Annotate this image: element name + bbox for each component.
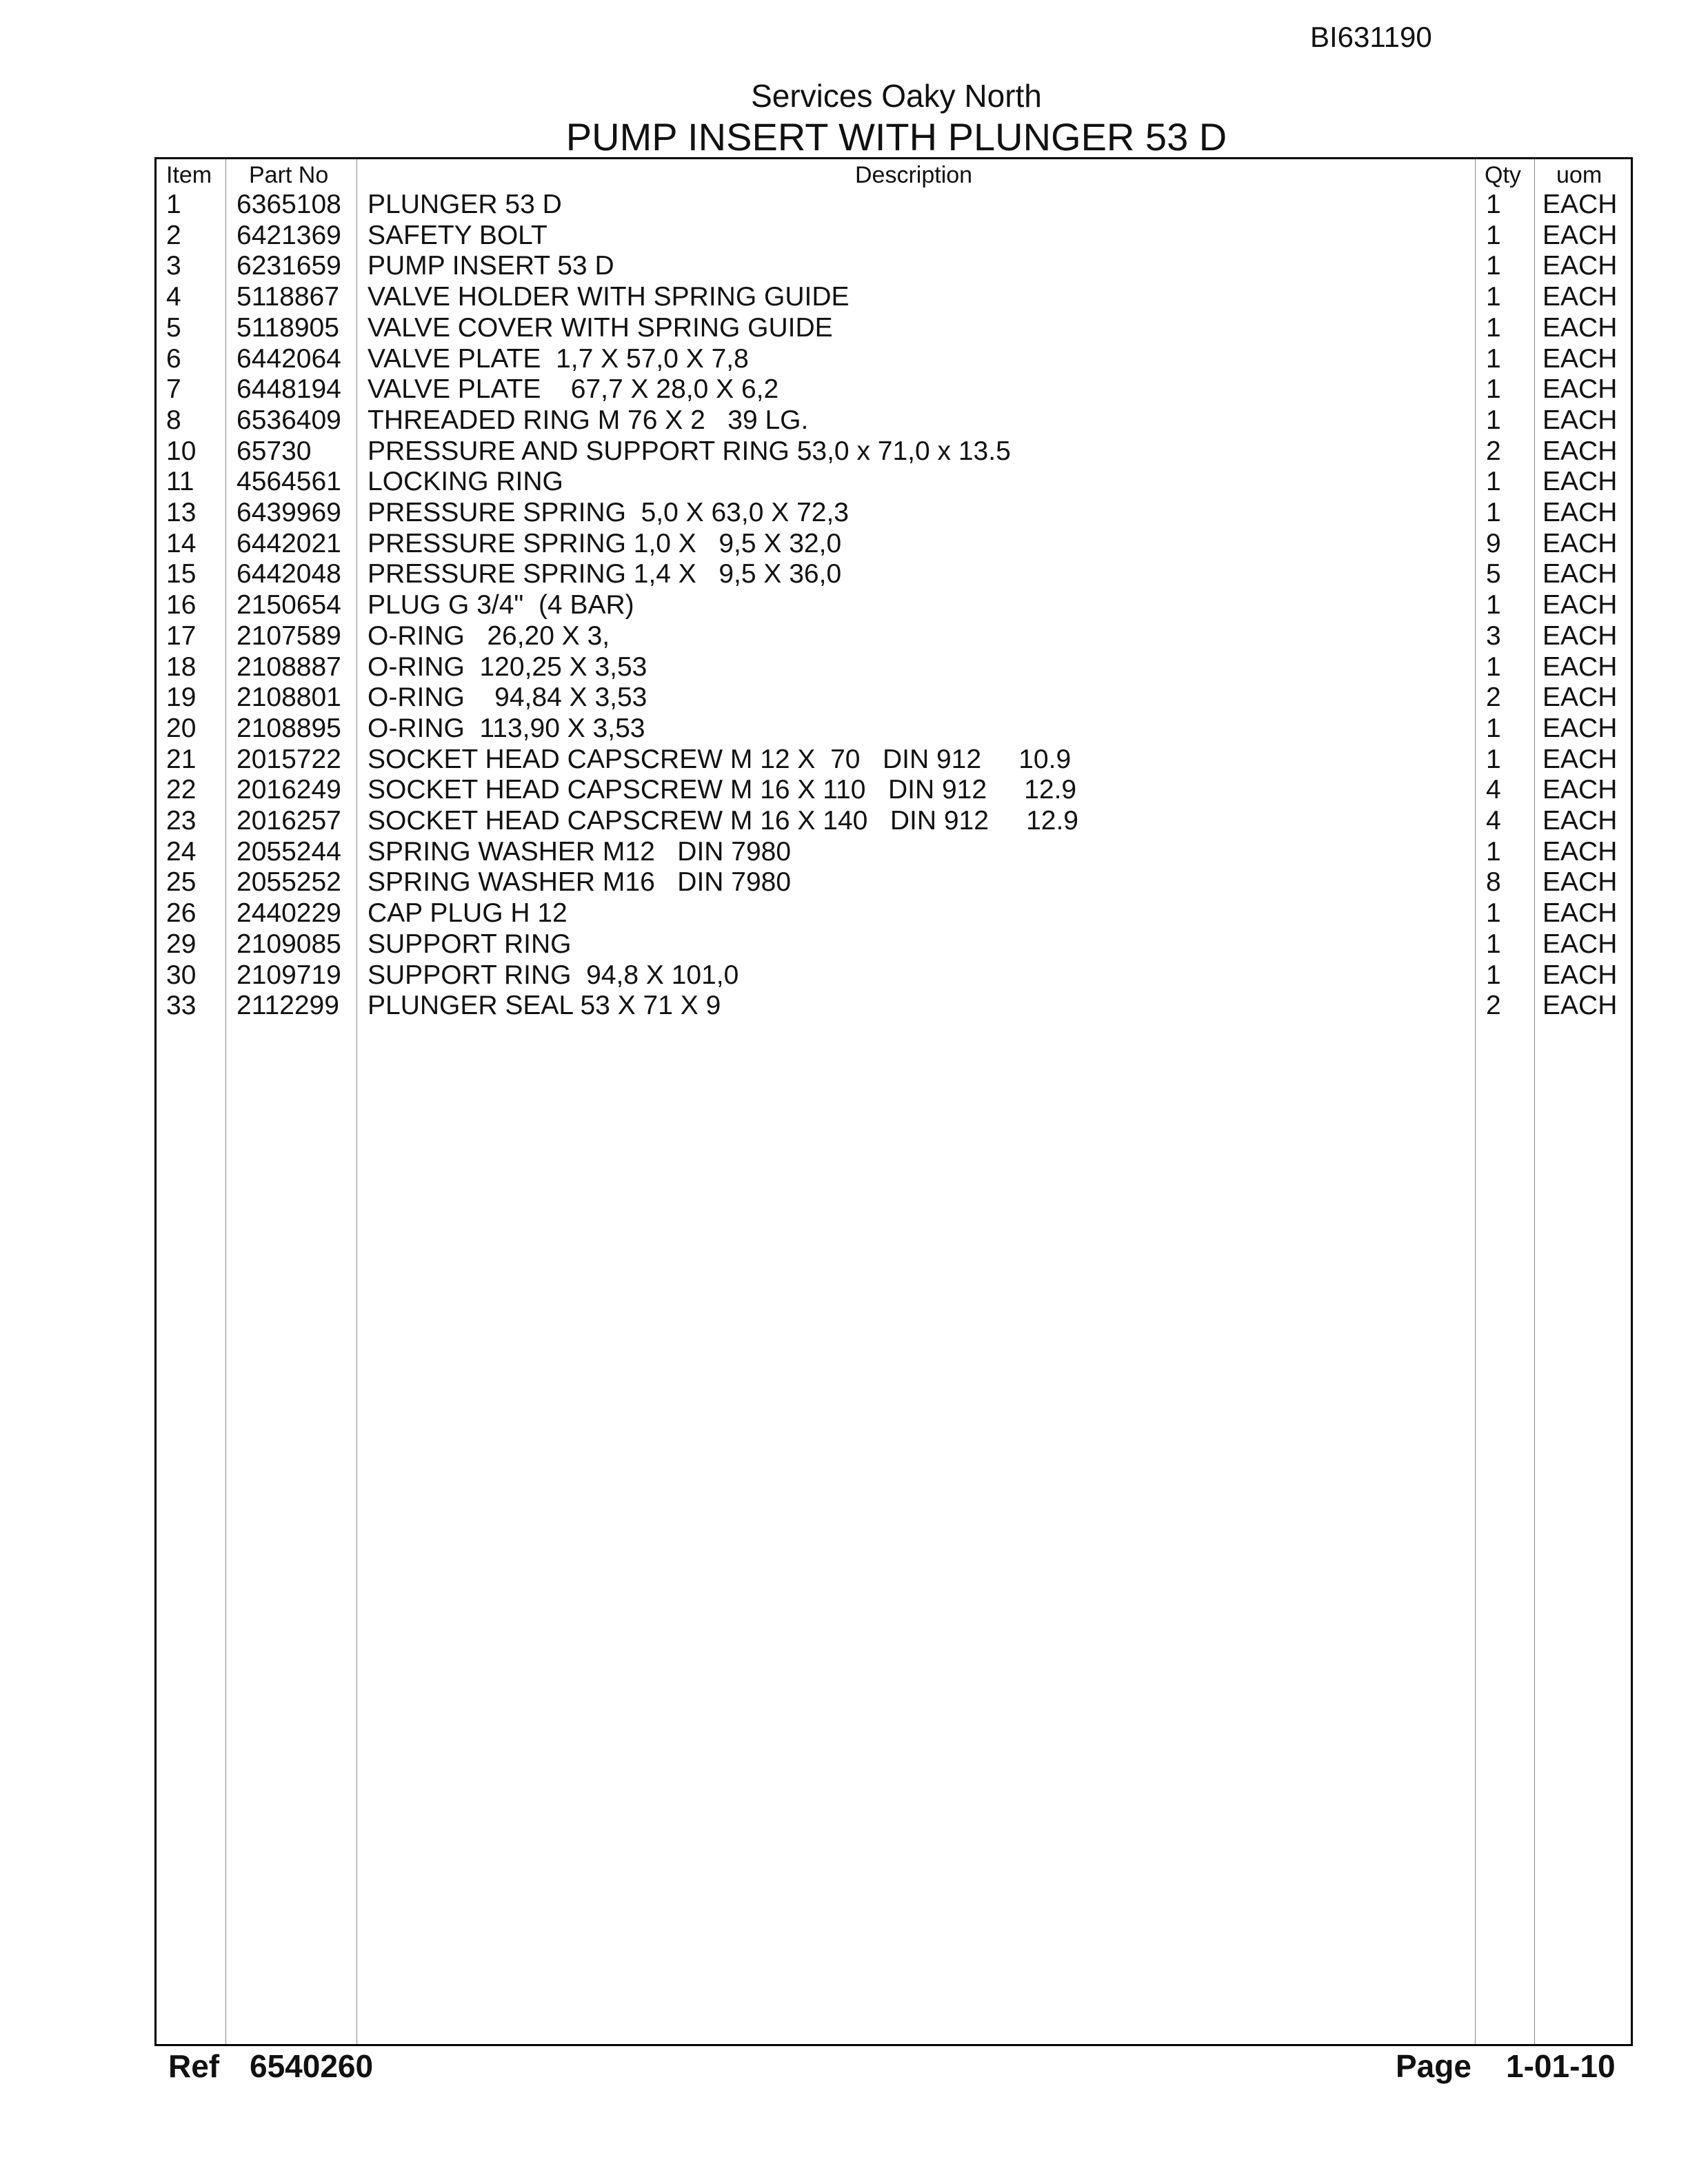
- cell-qty: 1: [1486, 498, 1501, 527]
- cell-uom: EACH: [1543, 620, 1618, 651]
- cell-description: PLUG G 3/4" (4 BAR): [368, 590, 634, 620]
- header-part-no: Part No: [249, 162, 329, 188]
- cell-qty: 1: [1486, 220, 1501, 250]
- cell-qty: 3: [1486, 620, 1501, 651]
- page-value: 1-01-10: [1506, 2048, 1616, 2084]
- cell-item: 24: [166, 836, 197, 867]
- cell-uom: EACH: [1543, 991, 1618, 1021]
- cell-item: 6: [166, 343, 181, 374]
- cell-item: 21: [166, 744, 197, 774]
- cell-uom: EACH: [1543, 590, 1618, 620]
- cell-uom: EACH: [1543, 282, 1618, 312]
- cell-item: 4: [166, 282, 181, 312]
- cell-item: 25: [166, 867, 197, 898]
- cell-part-no: 6536409: [237, 405, 341, 435]
- header-qty: Qty: [1485, 162, 1521, 188]
- header-description: Description: [855, 162, 973, 188]
- cell-uom: EACH: [1543, 436, 1618, 466]
- cell-part-no: 6442048: [237, 559, 341, 589]
- cell-item: 2: [166, 220, 181, 250]
- cell-item: 14: [166, 528, 197, 558]
- cell-qty: 1: [1486, 929, 1501, 959]
- cell-uom: EACH: [1543, 775, 1618, 805]
- cell-part-no: 2109719: [237, 960, 341, 990]
- cell-part-no: 2016249: [237, 775, 341, 805]
- cell-part-no: 65730: [237, 436, 312, 466]
- cell-qty: 1: [1486, 590, 1501, 620]
- cell-part-no: 6442021: [237, 528, 341, 558]
- cell-part-no: 6421369: [237, 220, 341, 250]
- cell-uom: EACH: [1543, 960, 1618, 990]
- cell-qty: 2: [1486, 436, 1501, 466]
- cell-item: 5: [166, 312, 181, 343]
- cell-qty: 1: [1486, 713, 1501, 743]
- cell-part-no: 2055244: [237, 836, 341, 867]
- cell-qty: 1: [1486, 312, 1501, 343]
- cell-description: O-RING 26,20 X 3,: [368, 620, 610, 651]
- cell-qty: 1: [1486, 898, 1501, 929]
- cell-item: 15: [166, 559, 197, 589]
- cell-item: 10: [166, 436, 197, 466]
- header-uom: uom: [1556, 162, 1602, 188]
- cell-part-no: 5118867: [237, 282, 339, 312]
- cell-description: VALVE COVER WITH SPRING GUIDE: [368, 312, 833, 343]
- cell-part-no: 6439969: [237, 498, 341, 527]
- cell-description: PRESSURE SPRING 1,4 X 9,5 X 36,0: [368, 559, 842, 589]
- cell-part-no: 6448194: [237, 374, 341, 405]
- cell-uom: EACH: [1543, 898, 1618, 929]
- cell-item: 23: [166, 806, 197, 836]
- cell-description: PRESSURE AND SUPPORT RING 53,0 x 71,0 x 13.5: [368, 436, 1011, 466]
- cell-part-no: 2150654: [237, 590, 341, 620]
- cell-part-no: 6442064: [237, 343, 341, 374]
- cell-description: PRESSURE SPRING 1,0 X 9,5 X 32,0: [368, 528, 842, 558]
- company-name: Services Oaky North: [751, 78, 1042, 114]
- cell-part-no: 5118905: [237, 312, 339, 343]
- cell-description: PRESSURE SPRING 5,0 X 63,0 X 72,3: [368, 498, 849, 527]
- cell-part-no: 2015722: [237, 744, 341, 774]
- cell-item: 11: [166, 467, 194, 497]
- cell-description: VALVE PLATE 1,7 X 57,0 X 7,8: [368, 343, 749, 374]
- cell-part-no: 2440229: [237, 898, 341, 929]
- cell-item: 17: [166, 620, 197, 651]
- cell-description: SOCKET HEAD CAPSCREW M 16 X 140 DIN 912 12.9: [368, 806, 1078, 836]
- cell-description: SOCKET HEAD CAPSCREW M 12 X 70 DIN 912 10.9: [368, 744, 1072, 774]
- page-title: PUMP INSERT WITH PLUNGER 53 D: [565, 115, 1227, 159]
- cell-item: 30: [166, 960, 197, 990]
- cell-item: 1: [166, 190, 181, 219]
- cell-part-no: 2055252: [237, 867, 341, 898]
- cell-description: SUPPORT RING 94,8 X 101,0: [368, 960, 739, 990]
- cell-part-no: 2109085: [237, 929, 341, 959]
- cell-description: VALVE HOLDER WITH SPRING GUIDE: [368, 282, 850, 312]
- cell-description: PUMP INSERT 53 D: [368, 251, 614, 281]
- cell-description: PLUNGER SEAL 53 X 71 X 9: [368, 991, 721, 1021]
- cell-uom: EACH: [1543, 190, 1618, 219]
- cell-uom: EACH: [1543, 220, 1618, 250]
- cell-uom: EACH: [1543, 405, 1618, 435]
- cell-uom: EACH: [1543, 343, 1618, 374]
- page-label: Page: [1396, 2048, 1471, 2084]
- cell-qty: 1: [1486, 282, 1501, 312]
- cell-description: LOCKING RING: [368, 467, 563, 497]
- cell-uom: EACH: [1543, 498, 1618, 527]
- cell-qty: 1: [1486, 251, 1501, 281]
- column-divider: [225, 159, 226, 2044]
- cell-description: SUPPORT RING: [368, 929, 572, 959]
- cell-qty: 4: [1486, 806, 1501, 836]
- cell-description: PLUNGER 53 D: [368, 190, 562, 219]
- cell-qty: 2: [1486, 682, 1501, 713]
- cell-qty: 1: [1486, 651, 1501, 682]
- column-divider: [1534, 159, 1535, 2044]
- document-id: BI631190: [1310, 21, 1432, 53]
- cell-uom: EACH: [1543, 312, 1618, 343]
- cell-part-no: 2108887: [237, 651, 341, 682]
- cell-uom: EACH: [1543, 559, 1618, 589]
- cell-description: SOCKET HEAD CAPSCREW M 16 X 110 DIN 912 12.9: [368, 775, 1077, 805]
- cell-uom: EACH: [1543, 682, 1618, 713]
- column-divider: [356, 159, 357, 2044]
- cell-description: O-RING 120,25 X 3,53: [368, 651, 647, 682]
- cell-description: CAP PLUG H 12: [368, 898, 567, 929]
- cell-qty: 1: [1486, 343, 1501, 374]
- cell-part-no: 4564561: [237, 467, 341, 497]
- cell-part-no: 6231659: [237, 251, 341, 281]
- header-item: Item: [166, 162, 212, 188]
- cell-qty: 1: [1486, 467, 1501, 497]
- cell-description: SPRING WASHER M16 DIN 7980: [368, 867, 792, 898]
- cell-qty: 1: [1486, 405, 1501, 435]
- cell-item: 7: [166, 374, 181, 405]
- cell-uom: EACH: [1543, 467, 1618, 497]
- cell-description: VALVE PLATE 67,7 X 28,0 X 6,2: [368, 374, 779, 405]
- cell-uom: EACH: [1543, 374, 1618, 405]
- cell-uom: EACH: [1543, 836, 1618, 867]
- cell-part-no: 2108895: [237, 713, 341, 743]
- cell-description: SAFETY BOLT: [368, 220, 547, 250]
- cell-qty: 2: [1486, 991, 1501, 1021]
- cell-uom: EACH: [1543, 528, 1618, 558]
- cell-qty: 1: [1486, 744, 1501, 774]
- cell-item: 16: [166, 590, 197, 620]
- cell-qty: 1: [1486, 960, 1501, 990]
- cell-uom: EACH: [1543, 806, 1618, 836]
- cell-item: 3: [166, 251, 181, 281]
- cell-description: THREADED RING M 76 X 2 39 LG.: [368, 405, 809, 435]
- cell-qty: 9: [1486, 528, 1501, 558]
- cell-uom: EACH: [1543, 651, 1618, 682]
- cell-part-no: 2108801: [237, 682, 341, 713]
- cell-item: 19: [166, 682, 197, 713]
- cell-item: 8: [166, 405, 181, 435]
- cell-description: O-RING 113,90 X 3,53: [368, 713, 645, 743]
- cell-item: 13: [166, 498, 197, 527]
- column-divider: [1475, 159, 1476, 2044]
- cell-qty: 1: [1486, 190, 1501, 219]
- cell-item: 33: [166, 991, 197, 1021]
- cell-part-no: 2112299: [237, 991, 339, 1021]
- parts-table: [154, 157, 1633, 2046]
- cell-part-no: 6365108: [237, 190, 341, 219]
- cell-description: O-RING 94,84 X 3,53: [368, 682, 647, 713]
- cell-item: 22: [166, 775, 197, 805]
- cell-uom: EACH: [1543, 251, 1618, 281]
- cell-uom: EACH: [1543, 867, 1618, 898]
- cell-uom: EACH: [1543, 744, 1618, 774]
- ref-value: 6540260: [250, 2048, 374, 2084]
- cell-qty: 1: [1486, 836, 1501, 867]
- cell-item: 18: [166, 651, 197, 682]
- cell-part-no: 2016257: [237, 806, 341, 836]
- cell-qty: 1: [1486, 374, 1501, 405]
- cell-description: SPRING WASHER M12 DIN 7980: [368, 836, 792, 867]
- cell-qty: 4: [1486, 775, 1501, 805]
- cell-item: 26: [166, 898, 197, 929]
- cell-qty: 5: [1486, 559, 1501, 589]
- cell-part-no: 2107589: [237, 620, 341, 651]
- cell-qty: 8: [1486, 867, 1501, 898]
- cell-item: 20: [166, 713, 197, 743]
- cell-item: 29: [166, 929, 197, 959]
- cell-uom: EACH: [1543, 713, 1618, 743]
- cell-uom: EACH: [1543, 929, 1618, 959]
- ref-label: Ref: [168, 2048, 220, 2084]
